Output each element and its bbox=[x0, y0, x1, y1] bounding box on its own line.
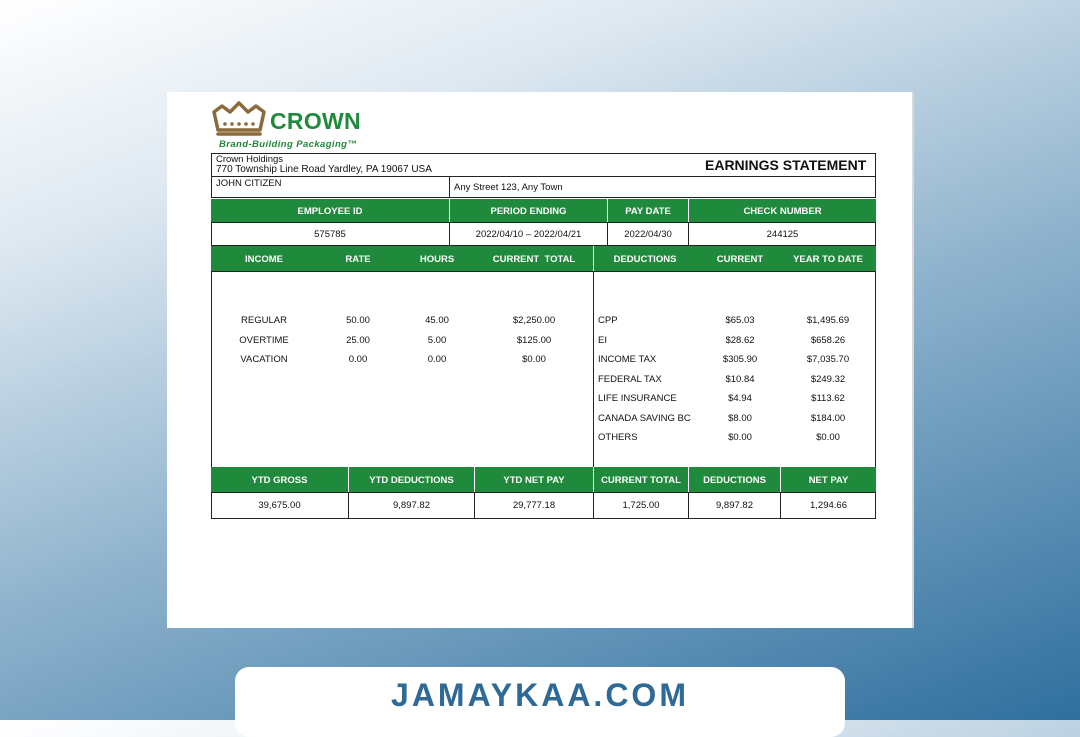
income-label: OVERTIME bbox=[239, 334, 289, 346]
deduction-ytd: $658.26 bbox=[810, 334, 846, 346]
deductions-value: 9,897.82 bbox=[716, 500, 753, 511]
income-total: $0.00 bbox=[522, 354, 546, 365]
company-address: 770 Township Line Road Yardley, PA 19067 USA bbox=[216, 164, 432, 175]
deduction-current: $4.94 bbox=[728, 393, 752, 404]
rate-header: RATE bbox=[345, 253, 371, 265]
deduction-ytd: $7,035.70 bbox=[806, 354, 850, 365]
brand-name: CROWN bbox=[270, 108, 361, 134]
crown-logo-icon bbox=[210, 100, 268, 138]
hours-header: HOURS bbox=[419, 253, 455, 265]
period-ending-value: 2022/04/10 – 2022/04/21 bbox=[475, 228, 582, 240]
income-label: VACATION bbox=[240, 354, 288, 365]
footer-banner bbox=[235, 667, 845, 737]
deduction-label: CPP bbox=[598, 315, 618, 326]
current-total-header: CURRENT TOTAL bbox=[492, 253, 576, 265]
deduction-label: EI bbox=[598, 334, 607, 346]
income-label: REGULAR bbox=[241, 315, 287, 326]
income-total: $2,250.00 bbox=[512, 315, 556, 326]
pay-date-header: PAY DATE bbox=[608, 199, 688, 223]
ytd-gross-value: 39,675.00 bbox=[258, 500, 301, 511]
check-number-value: 244125 bbox=[766, 228, 799, 240]
ytd-gross-header: YTD GROSS bbox=[251, 474, 308, 486]
income-rate: 50.00 bbox=[346, 315, 370, 326]
period-ending-header: PERIOD ENDING bbox=[450, 199, 607, 223]
summary-deductions-header: DEDUCTIONS bbox=[703, 474, 766, 486]
deduction-label: LIFE INSURANCE bbox=[598, 393, 677, 404]
deduction-ytd: $113.62 bbox=[811, 393, 845, 404]
net-pay-value: 1,294.66 bbox=[810, 500, 847, 511]
crown-logo bbox=[210, 100, 410, 152]
ytd-net-pay-header: YTD NET PAY bbox=[503, 474, 565, 486]
deduction-current: $10.84 bbox=[725, 373, 755, 385]
income-hours: 45.00 bbox=[425, 315, 449, 326]
employee-name: JOHN CITIZEN bbox=[216, 178, 282, 189]
employee-id-value: 575785 bbox=[314, 228, 346, 240]
income-total: $125.00 bbox=[516, 334, 552, 346]
income-hours: 5.00 bbox=[427, 334, 447, 346]
employee-address: Any Street 123, Any Town bbox=[454, 182, 563, 193]
brand-tagline: Brand-Building Packaging™ bbox=[219, 139, 358, 150]
summary-current-total-header: CURRENT TOTAL bbox=[601, 474, 681, 486]
ytd-deductions-value: 9,897.82 bbox=[393, 500, 430, 511]
pay-date-value: 2022/04/30 bbox=[624, 228, 672, 240]
current-header: CURRENT bbox=[716, 253, 764, 265]
deductions-header: DEDUCTIONS bbox=[613, 253, 677, 265]
ytd-net-pay-value: 29,777.18 bbox=[512, 500, 556, 511]
year-to-date-header: YEAR TO DATE bbox=[793, 253, 863, 265]
deduction-label: OTHERS bbox=[598, 432, 638, 443]
income-header: INCOME bbox=[245, 253, 283, 265]
deduction-label: CANADA SAVING BC bbox=[598, 412, 691, 424]
current-total-value: 1,725.00 bbox=[622, 500, 660, 511]
statement-title: EARNINGS STATEMENT bbox=[705, 157, 867, 173]
deduction-label: INCOME TAX bbox=[598, 354, 657, 365]
net-pay-header: NET PAY bbox=[808, 474, 849, 486]
check-number-header: CHECK NUMBER bbox=[689, 199, 876, 223]
deduction-ytd: $1,495.69 bbox=[806, 315, 850, 326]
company-name: Crown Holdings bbox=[216, 154, 284, 165]
income-deductions-body bbox=[211, 271, 876, 468]
deduction-ytd: $249.32 bbox=[810, 373, 846, 385]
ytd-deductions-header: YTD DEDUCTIONS bbox=[369, 474, 454, 486]
deduction-ytd: $0.00 bbox=[816, 432, 840, 443]
employee-id-header: EMPLOYEE ID bbox=[211, 199, 449, 223]
deduction-current: $8.00 bbox=[728, 412, 752, 424]
deduction-current: $28.62 bbox=[725, 334, 755, 346]
income-rate: 25.00 bbox=[346, 334, 370, 346]
deduction-current: $0.00 bbox=[728, 432, 752, 443]
income-hours: 0.00 bbox=[427, 354, 447, 365]
deduction-label: FEDERAL TAX bbox=[598, 373, 662, 385]
deduction-ytd: $184.00 bbox=[810, 412, 846, 424]
footer-site-link[interactable]: JAMAYKAA.COM bbox=[391, 677, 689, 713]
deduction-current: $305.90 bbox=[722, 354, 758, 365]
income-rate: 0.00 bbox=[348, 354, 368, 365]
deduction-current: $65.03 bbox=[725, 315, 755, 326]
